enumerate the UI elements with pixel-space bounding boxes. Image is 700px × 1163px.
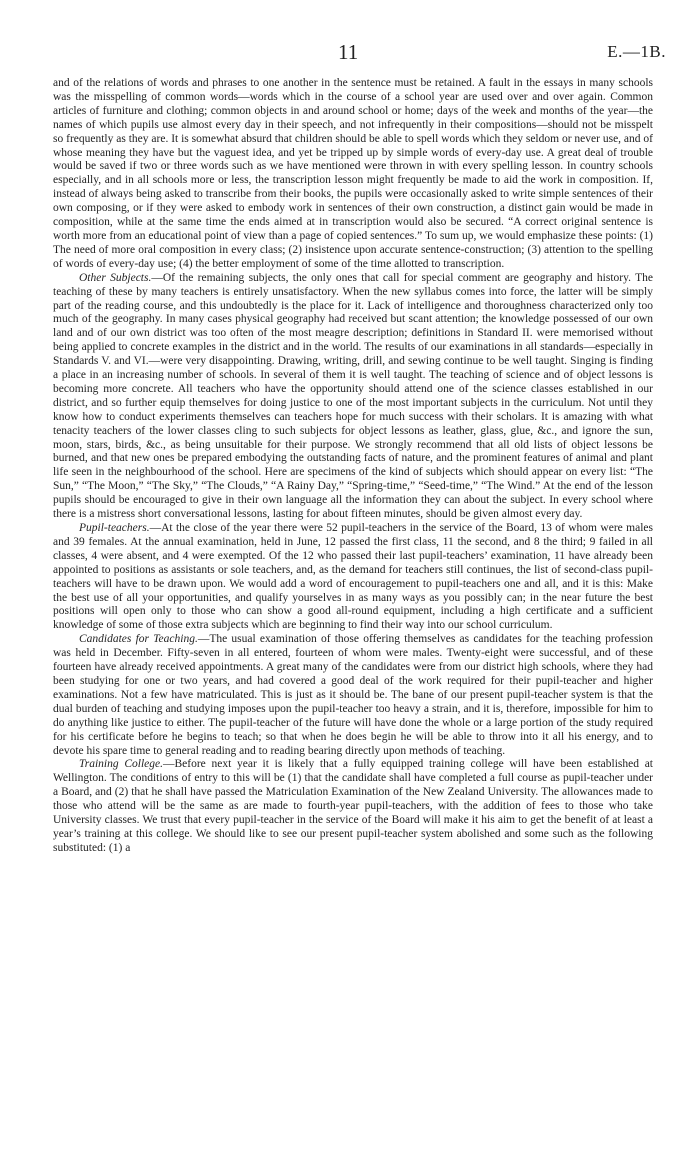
page-number: 11 [338,40,359,64]
paragraph-composition [53,77,653,272]
section-title-pupil-teachers: Pupil-teachers. [79,522,150,534]
paragraph-pupil-teachers [53,522,653,633]
page-header [0,40,700,66]
body-text [53,77,653,856]
paragraph-training-college [53,758,653,855]
section-title-candidates-for-teaching: Candidates for Teaching. [79,633,198,646]
paragraph-text: —The usual examination of those offering themselves as candidates for the teaching profession was held in December. Fifty-seven in all entered, fourteen of whom were males. Twenty-eight were successful, and of these fourteen have already received appointments. A great many of the candidates were from our district high schools, where they had been studying for one or two years, and had covered a good deal of the work required for their pupil-teacher and higher examinations. Not a few have matriculated. This is just as it should be. The bane of our present pupil-teacher system is that the dual burden of teaching and studying imposes upon the pupil-teacher too heavy a strain, and it is, therefore, impossible for him to do anything like justice to either. The pupil-teacher of the future will have done the whole or a large portion of the study required for his certificate before he begins to teach; so that when he does begin he will be able to throw into it all his energy, and to devote his spare time to general reading and to reading bearing directly upon methods of teaching. [53,633,653,757]
paragraph-candidates-for-teaching [53,633,653,758]
paragraph-text: —Before next year it is likely that a fully equipped training college will have been established at Wellington. The conditions of entry to this will be (1) that the candidate shall have completed a full course as pupil-teacher under a Board, and (2) that he shall have passed the Matriculation Examination of the New Zealand University. The allowances made to those who attend will be the same as are made to fourth-year pupil-teachers, with the addition of fees to those who take University classes. We trust that every pupil-teacher in the service of the Board will make it his aim to get the benefit of at least a year’s training at this college. We should like to see our present pupil-teacher system abolished and some such as the following substituted: (1) a [53,758,653,854]
paragraph-text: —Of the remaining subjects, the only ones that call for special comment are geography and history. The teaching of these by many teachers is entirely unsatisfactory. When the new syllabus comes into force, the latter will be simply part of the reading course, and this undoubtedly is the place for it. Lack of intelligence and thoroughness characterized only too much of the geography. In many cases physical geography had received but scant attention; the knowledge possessed of our own land and of our own district was too often of the most meagre description; definitions in Standard II. were memorised without being applied to concrete examples in the district and in the world. The results of our examinations in all standards—especially in Standards V. and VI.—were very disappointing. Drawing, writing, drill, and sewing continue to be well taught. Singing is finding a place in an increasing number of schools. In several of them it is well taught. The teaching of science and of object lessons is becoming more concrete. All teachers who have the opportunity should attend one of the science classes established in our district, and so further equip themselves for doing justice to one of the most important subjects in the curriculum. Not until they know how to conduct experiments themselves can teachers hope for much success with their scholars. It is amazing with what tenacity teachers of the lower classes cling to such subjects for object lessons as leather, glass, glue, &c., and ignore the sun, moon, stars, birds, &c., as being unsuitable for their purpose. We strongly recommend that all old lists of object lessons be burned, and that new ones be prepared embodying the outstanding facts of nature, and the prominent features of animal and plant life seen in the neighbourhood of the school. Here are specimens of the kind of subjects which should appear on every list: “The Sun,” “The Moon,” “The Sky,” “The Clouds,” “A Rainy Day,” “Spring-time,” “Seed-time,” “The Wind.” At the end of the lesson pupils should be encouraged to give in their own language all the information they can about the subject. In every school where there is a mistress short conversational lessons, lasting for about fifteen minutes, should be given almost every day. [53,271,653,521]
paragraph-other-subjects [53,272,653,522]
paragraph-text: —At the close of the year there were 52 pupil-teachers in the service of the Board, 13 of whom were males and 39 females. At the annual examination, held in June, 12 passed the first class, 11 the second, and 8 the third; 9 failed in all classes, 4 were absent, and 4 were exempted. Of the 12 who passed their last pupil-teachers’ examination, 11 have already been appointed to positions as assistants or sole teachers, and, as the demand for teachers still continues, the list of second-class pupil-teachers will have to be drawn upon. We would add a word of encouragement to pupil-teachers one and all, and it is this: Make the best use of all your opportunities, and qualify yourselves in as many ways as you possibly can; in the near future the best positions will open only to those who can show a good all-round equipment, including a high certificate and a sufficient knowledge of some of those extra subjects which are beginning to find their way into our school curriculum. [53,522,653,632]
report-code: E.—1B. [607,42,666,61]
section-title-other-subjects: Other Subjects. [79,271,152,284]
paragraph-text: and of the relations of words and phrases to one another in the sentence must be retained. A fault in the essays in many schools was the misspelling of common words—words which in the course of a school year are used over and over again. Common articles of furniture and clothing; common objects in and around school or home; days of the week and months of the year—the names of which pupils use almost every day in their speech, and not infrequently in their compositions—should not be misspelt so frequently as they are. It is somewhat absurd that children should be able to spell words which they seldom or never use, and of whose meaning they have but the vaguest idea, and yet be tripped up by simple words of every-day use. A great deal of trouble would be saved if two or three words such as we have mentioned were thrown in with every spelling lesson. In country schools especially, and in all schools more or less, the transcription lesson might frequently be made to aid the work in composition. If, instead of always being asked to transcribe from their books, the pupils were occasionally asked to write simple sentences of their own composing, or if they were asked to embody work in sentences of their own construction, a distinct gain would be made in composition, while at the same time the ends aimed at in transcription would also be secured. “A correct original sentence is worth more from an educational point of view than a page of copied sentences.” To sum up, we would emphasize these points: (1) The need of more oral composition in every class; (2) insistence upon accurate sentence-construction; (3) attention to the spelling of words of every-day use; (4) the better employment of some of the time allotted to transcription. [53,77,653,270]
section-title-training-college: Training College. [79,758,163,771]
